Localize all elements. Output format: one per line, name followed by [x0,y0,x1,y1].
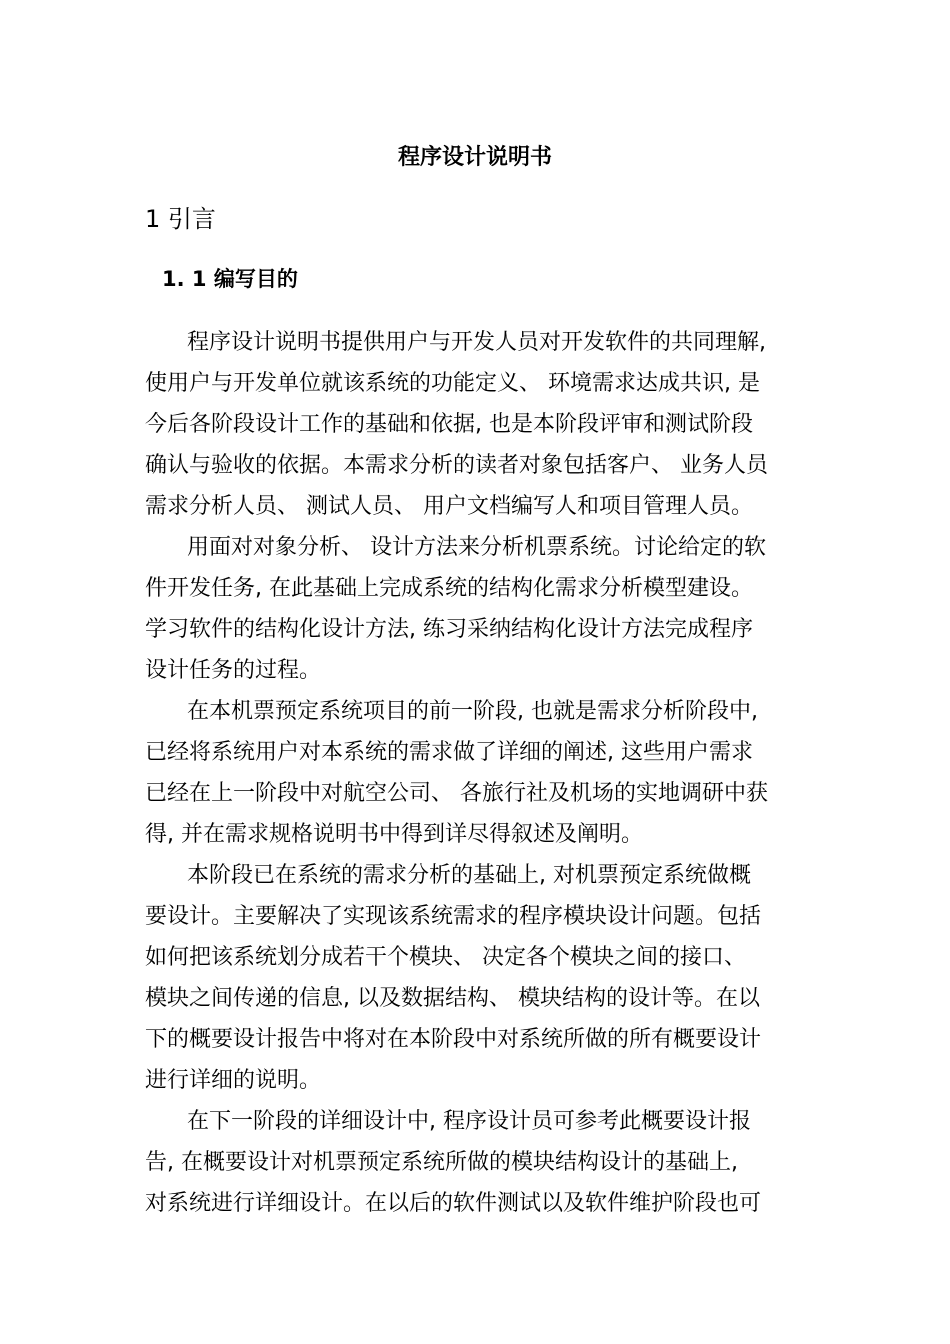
text-line: 已经将系统用户对本系统的需求做了详细的阐述, 这些用户需求 [145,740,753,765]
text-line: 确认与验收的依据。本需求分析的读者对象包括客户、 业务人员 [145,453,768,478]
body-text [145,322,807,1224]
paragraph-1 [145,322,807,527]
text-line: 进行详细的说明。 [145,1068,322,1093]
text-line: 已经在上一阶段中对航空公司、 各旅行社及机场的实地调研中获 [145,781,768,806]
text-line: 学习软件的结构化设计方法, 练习采纳结构化设计方法完成程序 [145,617,753,642]
text-line: 设计任务的过程。 [145,658,322,683]
text-line: 今后各阶段设计工作的基础和依据, 也是本阶段评审和测试阶段 [145,412,753,437]
text-line: 下的概要设计报告中将对在本阶段中对系统所做的所有概要设计 [145,1027,762,1052]
text-line: 需求分析人员、 测试人员、 用户文档编写人和项目管理人员。 [145,494,753,519]
text-line: 在本机票预定系统项目的前一阶段, 也就是需求分析阶段中, [187,699,758,724]
subsection-heading-purpose: 1. 1 编写目的 [162,267,298,291]
section-heading-introduction: 1 引言 [145,205,216,233]
text-line: 本阶段已在系统的需求分析的基础上, 对机票预定系统做概 [187,863,751,888]
paragraph-5 [145,1101,807,1224]
paragraph-3 [145,691,807,855]
paragraph-4 [145,855,807,1101]
text-line: 使用户与开发单位就该系统的功能定义、 环境需求达成共识, 是 [145,371,760,396]
text-line: 告, 在概要设计对机票预定系统所做的模块结构设计的基础上, [145,1150,738,1175]
text-line: 件开发任务, 在此基础上完成系统的结构化需求分析模型建设。 [145,576,753,601]
text-line: 对系统进行详细设计。在以后的软件测试以及软件维护阶段也可 [145,1191,762,1216]
text-line: 要设计。主要解决了实现该系统需求的程序模块设计问题。包括 [145,904,762,929]
text-line: 用面对对象分析、 设计方法来分析机票系统。讨论给定的软 [187,535,766,560]
text-line: 程序设计说明书提供用户与开发人员对开发软件的共同理解, [187,330,766,355]
text-line: 如何把该系统划分成若干个模块、 决定各个模块之间的接口、 [145,945,746,970]
text-line: 在下一阶段的详细设计中, 程序设计员可参考此概要设计报 [187,1109,751,1134]
text-line: 得, 并在需求规格说明书中得到详尽得叙述及阐明。 [145,822,643,847]
paragraph-2 [145,527,807,691]
text-line: 模块之间传递的信息, 以及数据结构、 模块结构的设计等。在以 [145,986,760,1011]
document-title: 程序设计说明书 [397,145,552,170]
